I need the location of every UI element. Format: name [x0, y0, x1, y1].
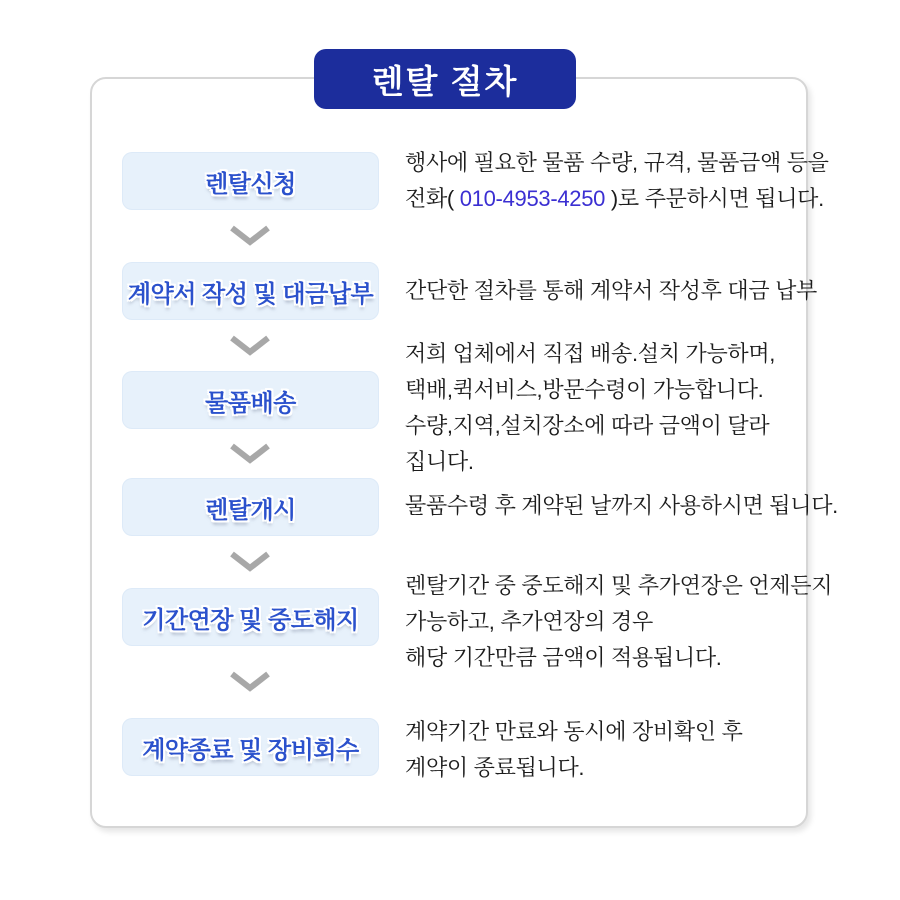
- desc-line: 계약기간 만료와 동시에 장비확인 후: [405, 719, 743, 744]
- step-label-text: 기간연장 및 중도해지: [142, 606, 359, 634]
- step-label-delivery: [122, 371, 379, 429]
- step-label-contract-end: [122, 718, 379, 776]
- desc-line: 저희 업체에서 직접 배송.설치 가능하며,: [405, 341, 776, 366]
- step-label-text: 물품배송: [205, 389, 296, 417]
- desc-line: 렌탈기간 중 중도해지 및 추가연장은 언제든지: [405, 573, 833, 598]
- step-label-text: 계약종료 및 장비회수: [142, 736, 359, 764]
- step-label-text: 계약서 작성 및 대금납부: [127, 280, 374, 308]
- step-label-contract-payment: [122, 262, 379, 320]
- step-label-rental-request: [122, 152, 379, 210]
- desc-line-phone: [405, 181, 824, 217]
- chevron-down-icon: [228, 224, 272, 248]
- step-desc-contract-end: [405, 714, 807, 786]
- step-label-rental-start: [122, 478, 379, 536]
- chevron-down-icon: [228, 334, 272, 358]
- desc-line: 택배,퀵서비스,방문수령이 가능합니다.: [405, 377, 764, 402]
- chevron-down-icon: [228, 442, 272, 466]
- desc-line: 집니다.: [405, 449, 474, 474]
- desc-line: 간단한 절차를 통해 계약서 작성후 대금 납부: [405, 278, 818, 303]
- step-label-extension-cancel: [122, 588, 379, 646]
- step-desc-delivery: [405, 336, 807, 480]
- step-label-text: 렌탈개시: [205, 496, 296, 524]
- step-label-text: 렌탈신청: [205, 170, 296, 198]
- step-desc-rental-start: [405, 488, 838, 524]
- desc-line: 행사에 필요한 물품 수량, 규격, 물품금액 등을: [405, 150, 829, 175]
- step-desc-extension-cancel: [405, 568, 833, 676]
- desc-line: 해당 기간만큼 금액이 적용됩니다.: [405, 645, 722, 670]
- phone-prefix: 전화(: [405, 186, 460, 211]
- step-desc-rental-request: [405, 145, 829, 217]
- desc-line: 가능하고, 추가연장의 경우: [405, 609, 653, 634]
- desc-line: 물품수령 후 계약된 날까지 사용하시면 됩니다.: [405, 493, 838, 518]
- chevron-down-icon: [228, 670, 272, 694]
- desc-line: 계약이 종료됩니다.: [405, 755, 585, 780]
- phone-suffix: )로 주문하시면 됩니다.: [605, 186, 824, 211]
- phone-number: 010-4953-4250: [459, 186, 606, 211]
- chevron-down-icon: [228, 550, 272, 574]
- page-title: [314, 49, 576, 109]
- page-title-text: 렌탈 절차: [371, 62, 519, 100]
- step-desc-contract-payment: [405, 273, 818, 309]
- desc-line: 수량,지역,설치장소에 따라 금액이 달라: [405, 413, 770, 438]
